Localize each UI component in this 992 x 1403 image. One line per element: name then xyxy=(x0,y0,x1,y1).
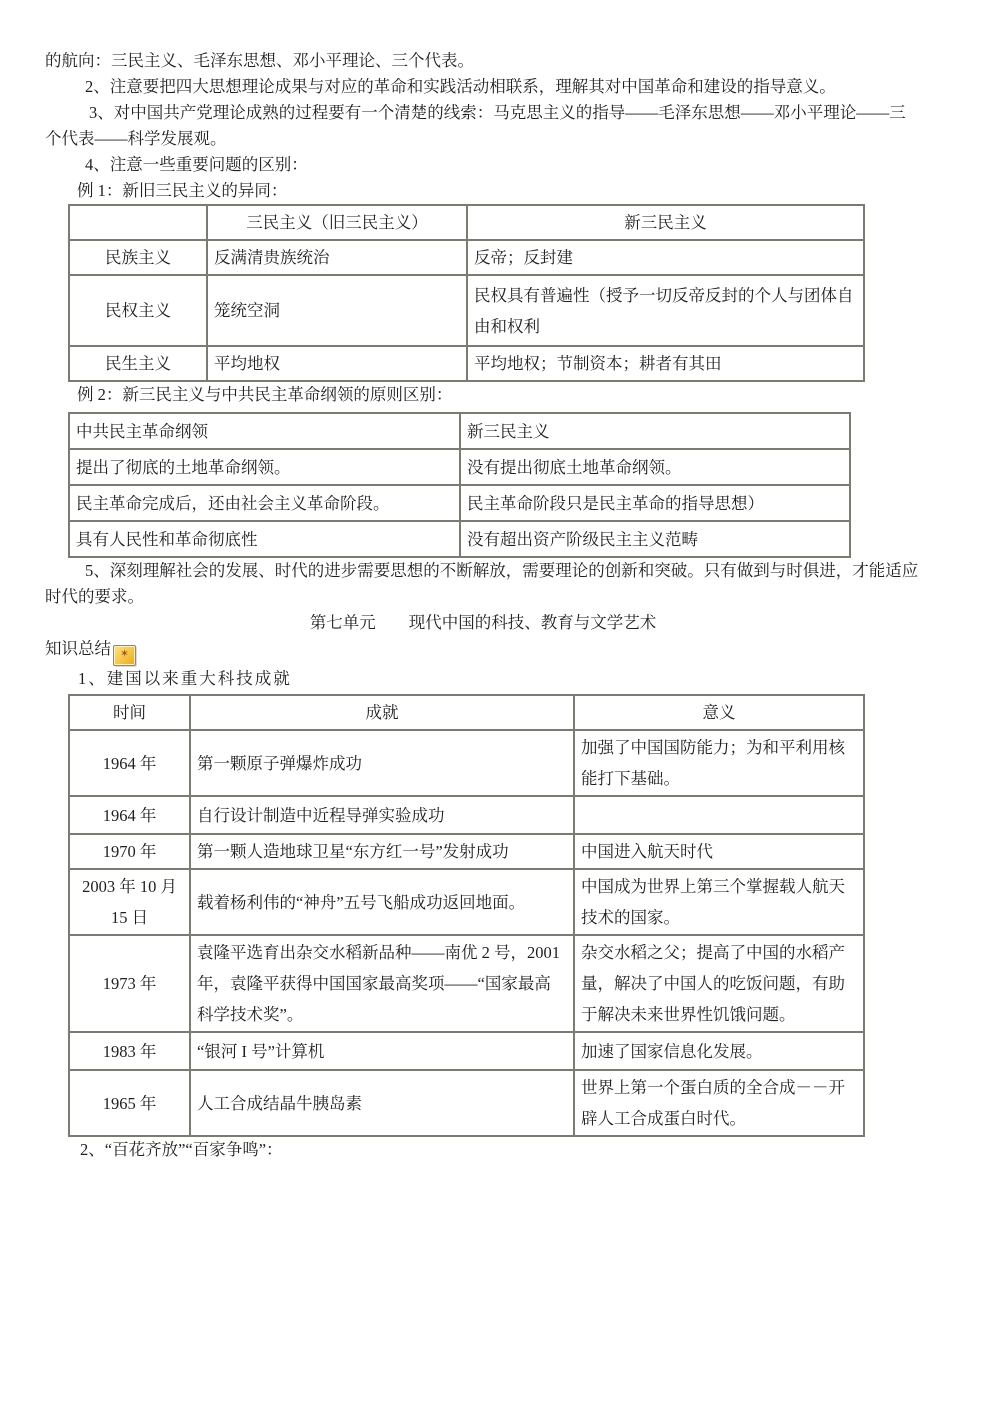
table-header-cell: 三民主义（旧三民主义） xyxy=(207,205,467,240)
table-cell: 1973 年 xyxy=(69,935,190,1032)
table-cell: 2003 年 10 月 15 日 xyxy=(69,869,190,935)
table-cell: 1983 年 xyxy=(69,1032,190,1070)
table-cell: 笼统空洞 xyxy=(207,275,467,346)
section1-label: 1、建国以来重大科技成就 xyxy=(78,669,292,688)
table-cell: 民权主义 xyxy=(69,275,207,346)
example1-caption: 例 1：新旧三民主义的异同： xyxy=(77,181,288,200)
table-header-cell: 成就 xyxy=(190,695,574,730)
table-cell: 反帝；反封建 xyxy=(467,240,864,275)
example2-caption: 例 2：新三民主义与中共民主革命纲领的原则区别： xyxy=(77,385,453,404)
paragraph-continuation: 的航向：三民主义、毛泽东思想、邓小平理论、三个代表。 xyxy=(45,51,474,70)
section2-label: 2、“百花齐放”“百家争鸣”： xyxy=(80,1140,283,1159)
table-row xyxy=(69,834,864,869)
table-cell: 民主革命阶段只是民主革命的指导思想） xyxy=(460,485,850,521)
table-row xyxy=(69,275,864,346)
table-cell: 加强了中国国防能力；为和平利用核能打下基础。 xyxy=(574,730,864,796)
table-cell: 平均地权；节制资本；耕者有其田 xyxy=(467,346,864,381)
table-row xyxy=(69,1032,864,1070)
table-cell: 新三民主义 xyxy=(460,413,850,449)
table-cell: 1964 年 xyxy=(69,796,190,834)
embedded-image-placeholder-icon: ✶ xyxy=(113,645,136,666)
table-header-cell: 意义 xyxy=(574,695,864,730)
table-header-row xyxy=(69,695,864,730)
table-cell: 反满清贵族统治 xyxy=(207,240,467,275)
table-row xyxy=(69,346,864,381)
table-cell xyxy=(574,796,864,834)
table-cell: 中国成为世界上第三个掌握载人航天技术的国家。 xyxy=(574,869,864,935)
paragraph-note-4: 4、注意一些重要问题的区别： xyxy=(85,155,308,174)
table-cell: 民主革命完成后，还由社会主义革命阶段。 xyxy=(69,485,460,521)
table-row xyxy=(69,240,864,275)
table-cell: 1965 年 xyxy=(69,1070,190,1136)
table-cell: 平均地权 xyxy=(207,346,467,381)
table-cell: 民生主义 xyxy=(69,346,207,381)
table-header-cell: 时间 xyxy=(69,695,190,730)
unit7-heading: 第七单元 现代中国的科技、教育与文学艺术 xyxy=(309,613,657,632)
table-header-cell: 新三民主义 xyxy=(467,205,864,240)
document-content xyxy=(45,48,921,1163)
paragraph-note-2: 2、注意要把四大思想理论成果与对应的革命和实践活动相联系，理解其对中国革命和建设的指导意义。 xyxy=(85,77,836,96)
table-cell: 载着杨利伟的“神舟”五号飞船成功返回地面。 xyxy=(190,869,574,935)
table-row xyxy=(69,485,850,521)
table-row xyxy=(69,1070,864,1136)
table-cell: 民权具有普遍性（授予一切反帝反封的个人与团体自由和权利 xyxy=(467,275,864,346)
table-cell: 1964 年 xyxy=(69,730,190,796)
table-cell: 自行设计制造中近程导弹实验成功 xyxy=(190,796,574,834)
table-cell: 杂交水稻之父；提高了中国的水稻产量，解决了中国人的吃饭问题，有助于解决未来世界性饥饿问题。 xyxy=(574,935,864,1032)
table-ccp-program-vs-new-principles xyxy=(68,412,851,558)
paragraph-note-3: 3、对中国共产党理论成熟的过程要有一个清楚的线索：马克思主义的指导——毛泽东思想——邓小平理论——三个代表——科学发展观。 xyxy=(45,103,906,148)
table-science-achievements xyxy=(68,694,865,1137)
table-cell: 第一颗人造地球卫星“东方红一号”发射成功 xyxy=(190,834,574,869)
table-row xyxy=(69,413,850,449)
table-cell: 世界上第一个蛋白质的全合成－－开辟人工合成蛋白时代。 xyxy=(574,1070,864,1136)
knowledge-summary-line xyxy=(45,636,921,666)
table-cell: 中国进入航天时代 xyxy=(574,834,864,869)
table-row xyxy=(69,449,850,485)
table-header-cell xyxy=(69,205,207,240)
table-cell: 没有超出资产阶级民主主义范畴 xyxy=(460,521,850,557)
table-header-row xyxy=(69,205,864,240)
table-cell: 提出了彻底的土地革命纲领。 xyxy=(69,449,460,485)
table-cell: 没有提出彻底土地革命纲领。 xyxy=(460,449,850,485)
table-row xyxy=(69,935,864,1032)
table-row xyxy=(69,730,864,796)
table-cell: 第一颗原子弹爆炸成功 xyxy=(190,730,574,796)
table-cell: 具有人民性和革命彻底性 xyxy=(69,521,460,557)
table-old-new-three-principles xyxy=(68,204,865,382)
table-cell: 中共民主革命纲领 xyxy=(69,413,460,449)
table-cell: “银河 I 号”计算机 xyxy=(190,1032,574,1070)
table-cell: 人工合成结晶牛胰岛素 xyxy=(190,1070,574,1136)
table-row xyxy=(69,796,864,834)
table-cell: 民族主义 xyxy=(69,240,207,275)
table-cell: 袁隆平选育出杂交水稻新品种——南优 2 号，2001 年，袁隆平获得中国国家最高奖项——“国家最高科学技术奖”。 xyxy=(190,935,574,1032)
table-cell: 1970 年 xyxy=(69,834,190,869)
table-row xyxy=(69,521,850,557)
paragraph-note-5: 5、深刻理解社会的发展、时代的进步需要思想的不断解放，需要理论的创新和突破。只有做到与时俱进，才能适应时代的要求。 xyxy=(45,561,919,606)
knowledge-summary-label: 知识总结 xyxy=(45,639,111,658)
table-row xyxy=(69,869,864,935)
table-cell: 加速了国家信息化发展。 xyxy=(574,1032,864,1070)
